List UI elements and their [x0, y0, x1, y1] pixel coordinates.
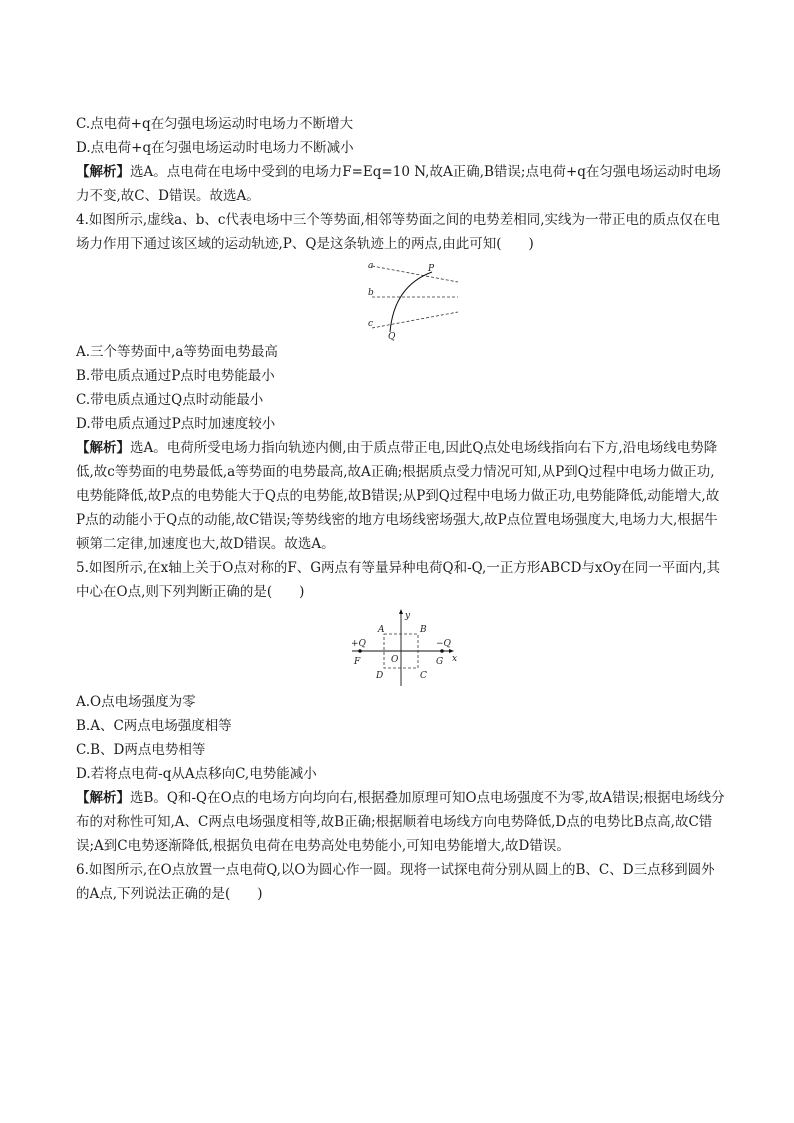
q5-stem: 5.如图所示,在x轴上关于O点对称的F、G两点有等量异种电荷Q和-Q,一正方形ABCD与xOy在同一平面内,其中心在O点,则下列判断正确的是( ) [76, 560, 720, 600]
label-x: x [452, 654, 458, 664]
analysis-tag: 【解析】 [76, 164, 130, 180]
label-b: B [420, 625, 427, 635]
label-o: O [391, 655, 399, 665]
label-b: b [368, 288, 374, 298]
q4-option-d: D.带电质点通过P点时加速度较小 [76, 416, 276, 432]
q5-analysis [76, 786, 726, 858]
equipotential-diagram [366, 260, 466, 340]
label-q: Q [388, 332, 396, 342]
label-a: a [368, 261, 374, 271]
analysis-text: 选A。电荷所受电场力指向轨迹内侧,由于质点带正电,因此Q点处电场线指向右下方,沿电场线电势降低,故c等势面的电势最低,a等势面的电势最高,故A正确;根据质点受力情况可知,从P到Q过程中电场力做正功,电势能降低,故P点的电势能大于Q点的电势能,故B错误;从P到Q过程中电场力做正功,电势能降低,动能增大,故P点的动能小于Q点的动能,故C错误;等势线密的地方电场线密场强大,故P点位置电场强度大,电场力大,根据牛顿第二定律,加速度也大,故D错误。故选A。 [76, 440, 720, 552]
x-axis-arrow [449, 649, 454, 653]
label-g: G [436, 657, 444, 667]
analysis-text: 选A。点电荷在电场中受到的电场力F=Eq=10 N,故A正确,B错误;点电荷+q在匀强电场运动时电场力不变,故C、D错误。故选A。 [76, 164, 721, 204]
charges-square-diagram [348, 608, 468, 688]
label-c: c [368, 319, 374, 329]
analysis-text: 选B。Q和-Q在O点的电场方向均向右,根据叠加原理可知O点电场强度不为零,故A错误;根据电场线分布的对称性可知,A、C两点电场强度相等,故B正确;根据顺着电场线方向电势降低,D点的电势比B点高,故C错误;A到C电势逐渐降低,根据负电荷在电势高处电势能小,可知电势能增大,故D错误。 [76, 790, 725, 854]
label-p: P [428, 264, 435, 274]
charge-g [440, 649, 444, 653]
q5-option-d: D.若将点电荷-q从A点移向C,电势能减小 [76, 766, 317, 782]
label-y: y [405, 611, 411, 621]
analysis-tag: 【解析】 [76, 790, 130, 806]
q4-option-a: A.三个等势面中,a等势面电势最高 [76, 344, 278, 360]
q3-analysis [76, 160, 726, 208]
q4-stem: 4.如图所示,虚线a、b、c代表电场中三个等势面,相邻等势面之间的电势差相同,实线为一带正电的质点仅在电场力作用下通过该区域的运动轨迹,P、Q是这条轨迹上的两点,由此可知( ) [76, 212, 721, 252]
q5-option-c: C.B、D两点电势相等 [76, 742, 206, 758]
analysis-tag: 【解析】 [76, 440, 130, 456]
equipotential-line-c [372, 312, 458, 328]
label-a: A [378, 625, 385, 635]
q3-option-d: D.点电荷+q在匀强电场运动时电场力不断减小 [76, 140, 354, 156]
label-plus-q: +Q [351, 639, 366, 649]
q5-figure [76, 604, 726, 690]
label-minus-q: −Q [436, 639, 451, 649]
label-d: D [376, 671, 384, 681]
document-page [76, 112, 726, 906]
q6-stem: 6.如图所示,在O点放置一点电荷Q,以O为圆心作一圆。现将一试探电荷分别从圆上的B、C、D三点移到圆外的A点,下列说法正确的是( ) [76, 862, 715, 902]
y-axis-arrow [399, 609, 403, 614]
q4-analysis [76, 436, 726, 556]
equipotential-line-a [372, 266, 458, 282]
label-c: C [420, 671, 427, 681]
q4-figure [76, 256, 726, 340]
q3-option-c: C.点电荷+q在匀强电场运动时电场力不断增大 [76, 116, 354, 132]
q5-option-a: A.O点电场强度为零 [76, 694, 196, 710]
q4-option-c: C.带电质点通过Q点时动能最小 [76, 392, 264, 408]
charge-f [358, 649, 362, 653]
label-f: F [354, 657, 361, 667]
trajectory-curve [390, 272, 432, 332]
q4-option-b: B.带电质点通过P点时电势能最小 [76, 368, 275, 384]
q5-option-b: B.A、C两点电场强度相等 [76, 718, 232, 734]
